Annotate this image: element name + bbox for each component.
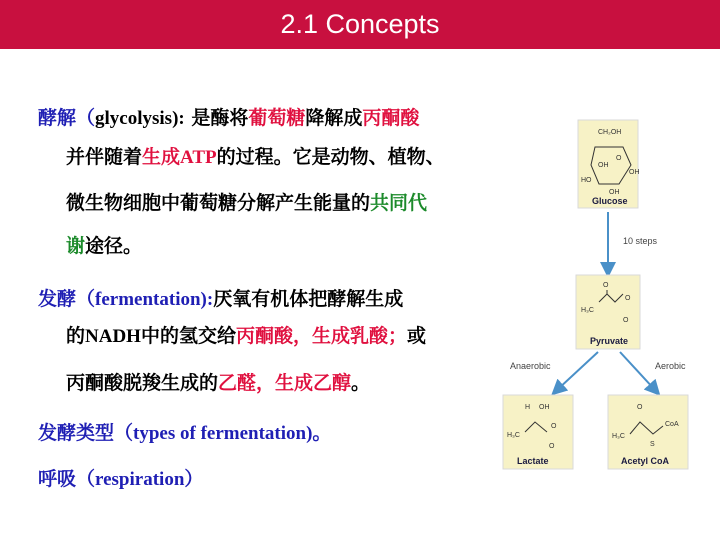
glucose-label: Glucose [592,196,628,206]
glucose-ch2oh: CH₂OH [598,129,622,136]
text: 丙酮酸脱羧生成的 [66,372,219,394]
pyruvate-highlight: 丙酮酸 [362,107,420,129]
fermentation-types-end: 。 [312,422,332,444]
fermentation-en: fermentation): [95,289,214,310]
aerobic-label: Aerobic [655,361,686,371]
aerobic-arrow [620,352,655,390]
text: 并伴随着 [66,146,143,168]
anaerobic-arrow [557,352,598,390]
glucose-highlight: 葡萄糖 [248,107,306,129]
text: 途径。 [85,235,143,257]
fermentation-term: 发酵（ [38,288,96,310]
steps-label: 10 steps [623,236,658,246]
respiration-term: 呼吸（ [38,468,96,490]
respiration-line [38,464,203,491]
glycolysis-en: glycolysis): [95,108,185,129]
pyruvate-box [576,275,640,349]
fermentation-line-1 [38,284,403,311]
glycolysis-line-4 [66,231,142,258]
acetyl-h3c: H₃C [612,433,625,440]
text: 厌氧有机体把酵解生成 [213,288,404,310]
glucose-o: O [616,155,622,162]
text: 或 [407,325,427,347]
text: 降解成 [305,107,363,129]
lactate-h3c: H₃C [507,432,520,439]
slide-title: 2.1 Concepts [280,9,440,39]
glucose-oh-3: OH [609,189,620,196]
glycolysis-line-1 [38,103,419,130]
pyruvate-label: Pyruvate [590,336,629,346]
title-bar [0,0,720,49]
acetyl-coa-small: CoA [665,421,679,428]
respiration-en: respiration [95,469,185,490]
text: 的过程。它是动物、植物、 [216,146,445,168]
acetyl-s: S [650,441,655,448]
glucose-ho: HO [581,177,592,184]
text: 。 [351,372,371,394]
lactate-h: H [525,404,531,411]
text: 是酶将 [184,107,249,129]
acetyl-coa-box [608,395,688,469]
anaerobic-label: Anaerobic [510,361,551,371]
acetyl-o: O [637,404,643,411]
text: 的 [66,325,86,347]
glucose-oh-1: OH [598,162,609,169]
fermentation-types-line [38,418,331,445]
nadh-text: NADH [85,326,141,347]
pyruvate-o-right: O [625,295,631,302]
glycolysis-term: 酵解（ [38,107,96,129]
glycolysis-line-3 [66,188,427,215]
glycolysis-line-2 [66,142,445,169]
fermentation-types-en: types of fermentation) [133,423,313,444]
fermentation-line-2 [66,321,426,348]
glucose-box [578,120,640,208]
lactate-label: Lactate [517,456,549,466]
ethanol-highlight: 乙醛，生成乙醇 [218,372,352,394]
atp-highlight: ATP [180,147,217,168]
pyruvate-o-bottom: O [623,317,629,324]
text: 微生物细胞中葡萄糖分解产生能量的 [66,192,371,214]
pathway-figure [495,112,720,472]
fermentation-line-3 [66,368,370,395]
glucose-oh-2: OH [629,169,640,176]
lactate-o-2: O [549,443,555,450]
acetyl-coa-label: Acetyl CoA [621,456,670,466]
text: 中的氢交给 [140,325,236,347]
generate-highlight: 生成 [142,146,181,168]
lactate-o-1: O [551,423,557,430]
pyruvate-o-top: O [603,282,609,289]
common-pathway-highlight: 共同代 [370,192,428,214]
respiration-end: ） [184,468,204,490]
lactate-box [503,395,573,469]
common-pathway-highlight-end: 谢 [66,235,86,257]
fermentation-types-term: 发酵类型（ [38,422,134,444]
pyruvate-h3c: H₃C [581,307,594,314]
lactate-oh: OH [539,404,550,411]
lactate-highlight: 丙酮酸，生成乳酸； [235,325,407,347]
